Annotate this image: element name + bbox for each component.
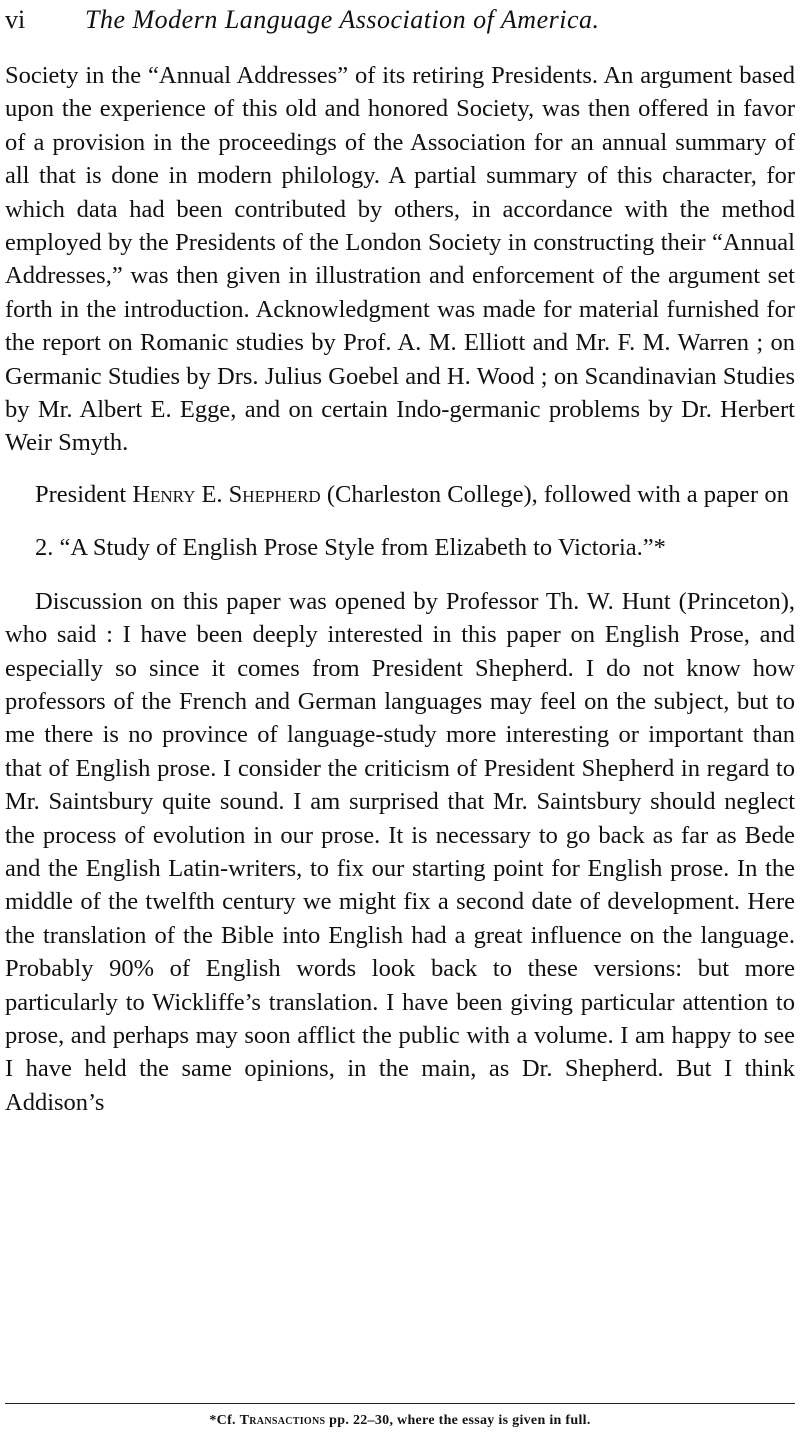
page-number: vi xyxy=(5,5,26,34)
paragraph-intro: Society in the “Annual Addresses” of its retiring Presidents. An argument based upon the experience of this old and honored Society, was then offered in favor of a provision in the proceedings of the Association for an annual summary of all that is done in modern philology. A partial summary of this character, for which data had been contributed by others, in accordance with the method employed by the Presidents of the London Society in constructing their “Annual Addresses,” was then given in illustration and enforcement of the argument set forth in the introduction. Acknowledgment was made for material furnished for the report on Romanic studies by Prof. A. M. Elliott and Mr. F. M. Warren ; on Germanic Studies by Drs. Julius Goebel and H. Wood ; on Scandinavian Studies by Mr. Albert E. Egge, and on certain Indo-germanic problems by Dr. Herbert Weir Smyth. xyxy=(5,62,795,457)
running-title: The Modern Language Association of America. xyxy=(85,5,600,34)
president-text-after: (Charleston College), followed with a paper on xyxy=(320,480,789,508)
paper-title: 2. “A Study of English Prose Style from Elizabeth to Victoria.”* xyxy=(35,534,666,562)
running-header xyxy=(5,0,795,46)
footnote-rule xyxy=(5,1403,795,1404)
footnote-text-before: *Cf. xyxy=(209,1413,240,1428)
page xyxy=(5,0,795,1428)
paragraph-president xyxy=(5,478,795,511)
footnote-transactions: Transactions xyxy=(239,1413,326,1428)
paragraph-discussion: Discussion on this paper was opened by Professor Th. W. Hunt (Princeton), who said : I have been deeply interested in this paper on English Prose, and especially so since it comes from President Shepherd. I do not know how professors of the French and German languages may feel on the subject, but to me there is no province of language-study more interesting or important than that of English prose. I consider the criticism of President Shepherd in regard to Mr. Saintsbury quite sound. I am surprised that Mr. Saintsbury should neglect the process of evolution in our prose. It is necessary to go back as far as Bede and the English Latin-writers, to fix our starting point for English prose. In the middle of the twelfth century we might fix a second date of development. Here the translation of the Bible into English had a great influence on the language. Probably 90% of English words look back to these versions: but more particularly to Wickliffe’s translation. I have been giving particular attention to prose, and perhaps may soon afflict the public with a volume. I am happy to see I have held the same opinions, in the main, as Dr. Shepherd. But I think Addison’s xyxy=(5,587,795,1116)
footnote-text-after: pp. 22–30, where the essay is given in full. xyxy=(325,1413,591,1428)
body-text xyxy=(5,59,795,1119)
president-name: Henry E. Shepherd xyxy=(132,480,321,508)
footnote xyxy=(5,1411,795,1431)
president-text-before: President xyxy=(35,480,133,508)
